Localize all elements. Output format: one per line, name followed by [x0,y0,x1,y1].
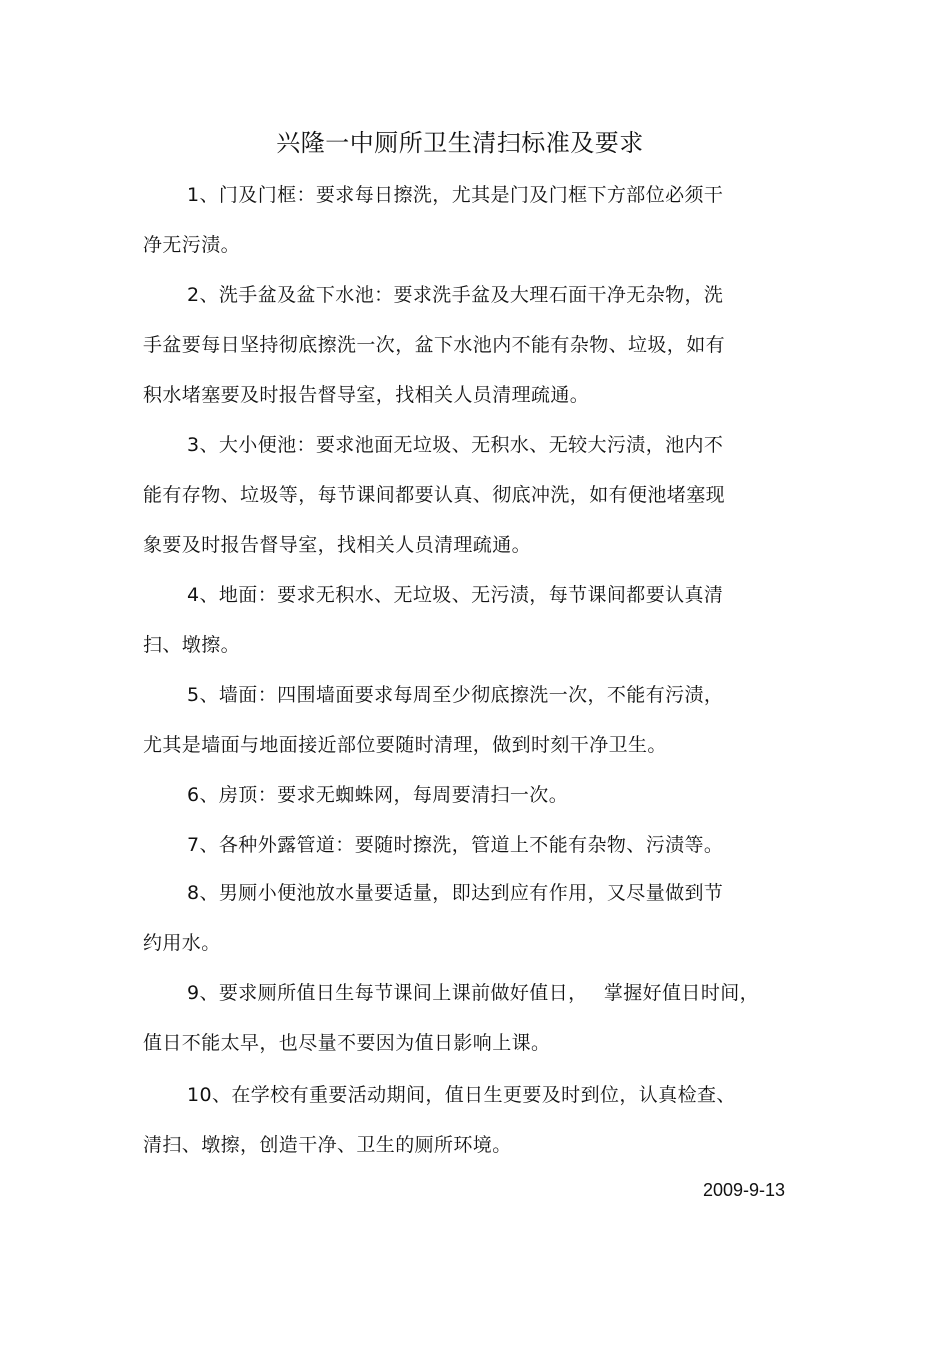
requirement-first-line: 5、墙面：四围墙面要求每周至少彻底擦洗一次，不能有污渍， [187,684,724,706]
document-title: 兴隆一中厕所卫生清扫标准及要求 [276,129,644,157]
requirement-line: 积水堵塞要及时报告督导室，找相关人员清理疏通。 [143,384,590,406]
requirement-line: 手盆要每日坚持彻底擦洗一次，盆下水池内不能有杂物、垃圾，如有 [143,334,726,356]
requirement-line: 象要及时报告督导室，找相关人员清理疏通。 [143,534,532,556]
requirement-first-line: 7、各种外露管道：要随时擦洗，管道上不能有杂物、污渍等。 [187,834,724,856]
requirement-first-line: 3、大小便池：要求池面无垃圾、无积水、无较大污渍，池内不 [187,434,724,456]
requirement-line: 净无污渍。 [143,234,241,256]
requirement-line: 尤其是墙面与地面接近部位要随时清理，做到时刻干净卫生。 [143,734,667,756]
requirement-first-line: 6、房顶：要求无蜘蛛网，每周要清扫一次。 [187,784,569,806]
requirement-line: 扫、墩擦。 [143,634,241,656]
requirement-first-line: 10、在学校有重要活动期间，值日生更要及时到位，认真检查、 [187,1084,736,1106]
requirement-first-line: 2、洗手盆及盆下水池：要求洗手盆及大理石面干净无杂物，洗 [187,284,724,306]
requirement-first-line: 1、门及门框：要求每日擦洗，尤其是门及门框下方部位必须干 [187,184,724,206]
document-date: 2009-9-13 [703,1180,786,1200]
requirement-line: 值日不能太早，也尽量不要因为值日影响上课。 [143,1032,551,1054]
requirement-line: 能有存物、垃圾等，每节课间都要认真、彻底冲洗，如有便池堵塞现 [143,484,726,506]
requirement-line: 约用水。 [143,932,221,954]
requirement-line: 清扫、墩擦，创造干净、卫生的厕所环境。 [143,1134,512,1156]
requirement-first-line: 8、男厕小便池放水量要适量，即达到应有作用，又尽量做到节 [187,882,724,904]
requirement-first-line: 9、要求厕所值日生每节课间上课前做好值日， 掌握好值日时间， [187,982,760,1004]
requirement-first-line: 4、地面：要求无积水、无垃圾、无污渍，每节课间都要认真清 [187,584,724,606]
